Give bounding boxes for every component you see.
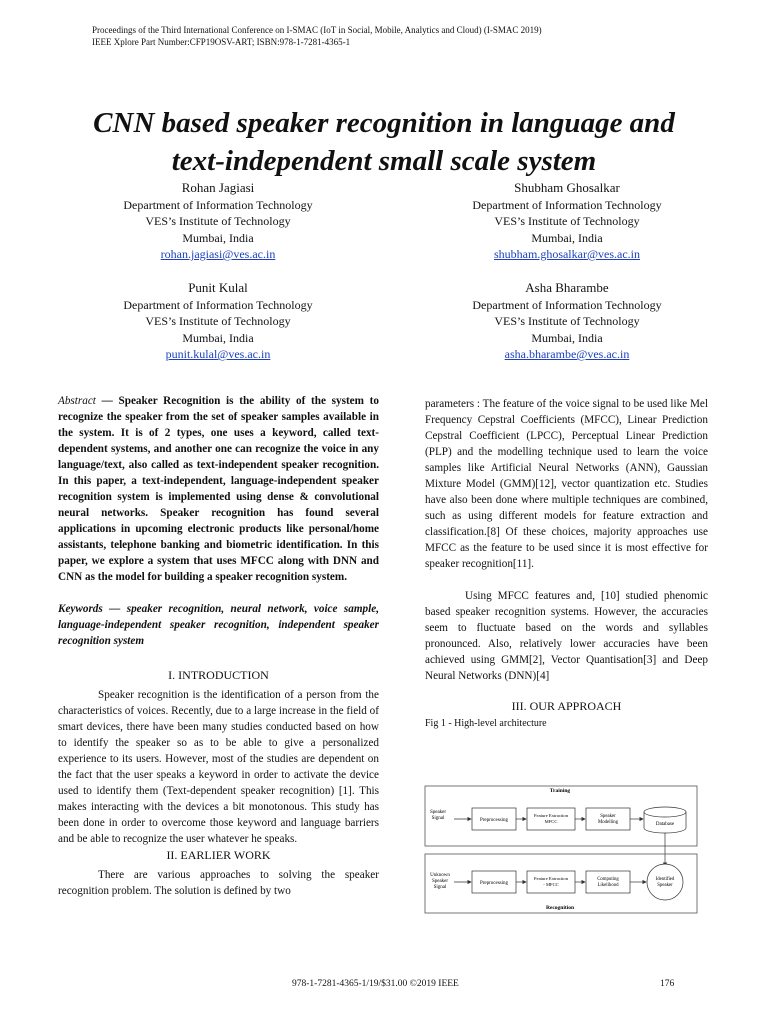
architecture-diagram: [424, 782, 698, 915]
keywords-paragraph: [58, 601, 379, 649]
feature-extraction-label: Feature Extraction MFCC: [533, 813, 569, 824]
author-name: Asha Bharambe: [525, 280, 609, 295]
left-column: [58, 393, 379, 899]
preprocessing-label-2: Preprocessing: [479, 881, 509, 886]
abstract-paragraph: [58, 393, 379, 585]
author-institute: VES’s Institute of Technology: [494, 314, 640, 328]
section-heading-introduction: I. INTRODUCTION: [168, 668, 269, 682]
computing-likelihood-label: Computing Likelihood: [597, 877, 619, 888]
author-dept: Department of Information Technology: [472, 197, 662, 212]
page-number: 176: [660, 979, 675, 989]
author-city: Mumbai, India: [531, 230, 603, 245]
author-email-link[interactable]: shubham.ghosalkar@ves.ac.in: [493, 247, 640, 261]
conference-header: [92, 24, 542, 48]
author-email-link[interactable]: punit.kulal@ves.ac.in: [165, 347, 271, 361]
author-name: Punit Kulal: [188, 280, 248, 295]
author-city: Mumbai, India: [182, 330, 254, 345]
author-name: Shubham Ghosalkar: [514, 180, 620, 195]
introduction-paragraph: Speaker recognition is the identification of a person from the characteristics of voices. Recently, due to a large increase in the field of smart devices, there have been many studies conducted based on how to identify the speaker so as to be able to give a personalized experience to its users. However, most of the studies are dependent on the fact that the user speaks a keyword in order to activate the device used to identify them (Text-dependent speaker recognition) [1]. This makes interacting with the devices a bit monotonous. This study has been done in order to overcome those keyword and language barriers and be able to recognize the user whatever he speaks.: [58, 689, 379, 845]
right-column: [425, 396, 708, 732]
preprocessing-label: Preprocessing: [479, 818, 509, 823]
training-label: Training: [549, 788, 571, 794]
author-city: Mumbai, India: [531, 330, 603, 345]
feature-extraction-label-2: Feature Extraction - MFCC: [533, 876, 569, 887]
speaker-signal-label: Speaker Signal: [429, 810, 447, 821]
earlier-work-paragraph: There are various approaches to solving the speaker recognition problem. The solution is defined by two: [58, 869, 379, 897]
identified-speaker-circle: [647, 864, 683, 900]
identified-speaker-label: Identified Speaker: [655, 877, 675, 888]
author-dept: Department of Information Technology: [123, 197, 313, 212]
abstract-text: — Speaker Recognition is the ability of the system to recognize the speaker from the set of speaker samples available in the system. It is of 2 types, one uses a keyword, called text-dependent systems, and another one can recognize the voice in any language/text, also called as text-independent speaker recognition. In this paper, a text-independent, language-independent speaker recognition system is implemented using dense & convolutional neural networks. Speaker recognition has found several applications in upcoming electronic products like personal/home assistants, telephone banking and biometric identification. In this paper, we explore a system that uses MFCC along with DNN and CNN as the model for building a speaker recognition system.: [58, 395, 379, 583]
header-line-1: Proceedings of the Third International Conference on I-SMAC (IoT in Social, Mobile, Analytics and Cloud) (I-SMAC 2019): [92, 25, 542, 35]
figure-caption: Fig 1 - High-level architecture: [425, 718, 547, 729]
author-city: Mumbai, India: [182, 230, 254, 245]
paper-title: [0, 104, 768, 180]
author-email-link[interactable]: rohan.jagiasi@ves.ac.in: [160, 247, 276, 261]
author-email-link[interactable]: asha.bharambe@ves.ac.in: [504, 347, 630, 361]
author-institute: VES’s Institute of Technology: [145, 314, 291, 328]
author-block-4: [417, 280, 717, 363]
author-institute: VES’s Institute of Technology: [494, 214, 640, 228]
speaker-modelling-box: [586, 808, 630, 830]
unknown-speaker-signal-label: Unknown Speaker Signal: [430, 873, 450, 890]
footer-copyright: 978-1-7281-4365-1/19/$31.00 ©2019 IEEE: [292, 979, 459, 989]
author-dept: Department of Information Technology: [472, 297, 662, 312]
header-line-2: IEEE Xplore Part Number:CFP19OSV-ART; ISBN:978-1-7281-4365-1: [92, 37, 351, 47]
author-block-3: [68, 280, 368, 363]
title-line-1: CNN based speaker recognition in language and: [93, 107, 675, 139]
earlier-work-continued-paragraph: parameters : The feature of the voice signal to be used like Mel Frequency Cepstral Coefficients (MFCC), Linear Prediction Cepstral Coefficient (LPCC), Perceptual Linear Prediction (PLP) and the modelling technique used to learn the voice samples like Artificial Neural Networks (ANN), Gaussian Mixture Model (GMM)[12], vector quantization etc. Studies have also been done where multiple techniques are combined, such as using different models for feature extraction and classification.[8] Of these choices, majority approaches use MFCC as the feature to be used since it is most effective for speaker recognition[11].: [425, 398, 708, 570]
keywords-label: Keywords: [58, 603, 103, 615]
section-heading-earlier-work: II. EARLIER WORK: [166, 848, 271, 862]
author-name: Rohan Jagiasi: [181, 180, 255, 195]
database-label: Database: [655, 822, 675, 827]
author-block-1: [68, 180, 368, 263]
speaker-modelling-label: Speaker Modelling: [598, 814, 618, 825]
keywords-text: — speaker recognition, neural network, voice sample, language-independent speaker recognition, independent speaker recognition system: [58, 603, 379, 647]
author-institute: VES’s Institute of Technology: [145, 214, 291, 228]
computing-likelihood-box: [586, 871, 630, 893]
mfcc-studies-paragraph: Using MFCC features and, [10] studied phenomic based speaker recognition systems. However, the accuracies seem to fluctuate based on the words and syllables pronounced. Also, relatively lower accuracies have been achieved using GMM[2], Vector Quantisation[3] and Deep Neural Networks (DNN)[4]: [425, 590, 708, 682]
author-dept: Department of Information Technology: [123, 297, 313, 312]
section-heading-our-approach: III. OUR APPROACH: [511, 699, 622, 713]
recognition-label: Recognition: [545, 905, 575, 911]
abstract-label: Abstract: [58, 395, 96, 407]
title-line-2: text-independent small scale system: [171, 145, 597, 177]
author-block-2: [417, 180, 717, 263]
